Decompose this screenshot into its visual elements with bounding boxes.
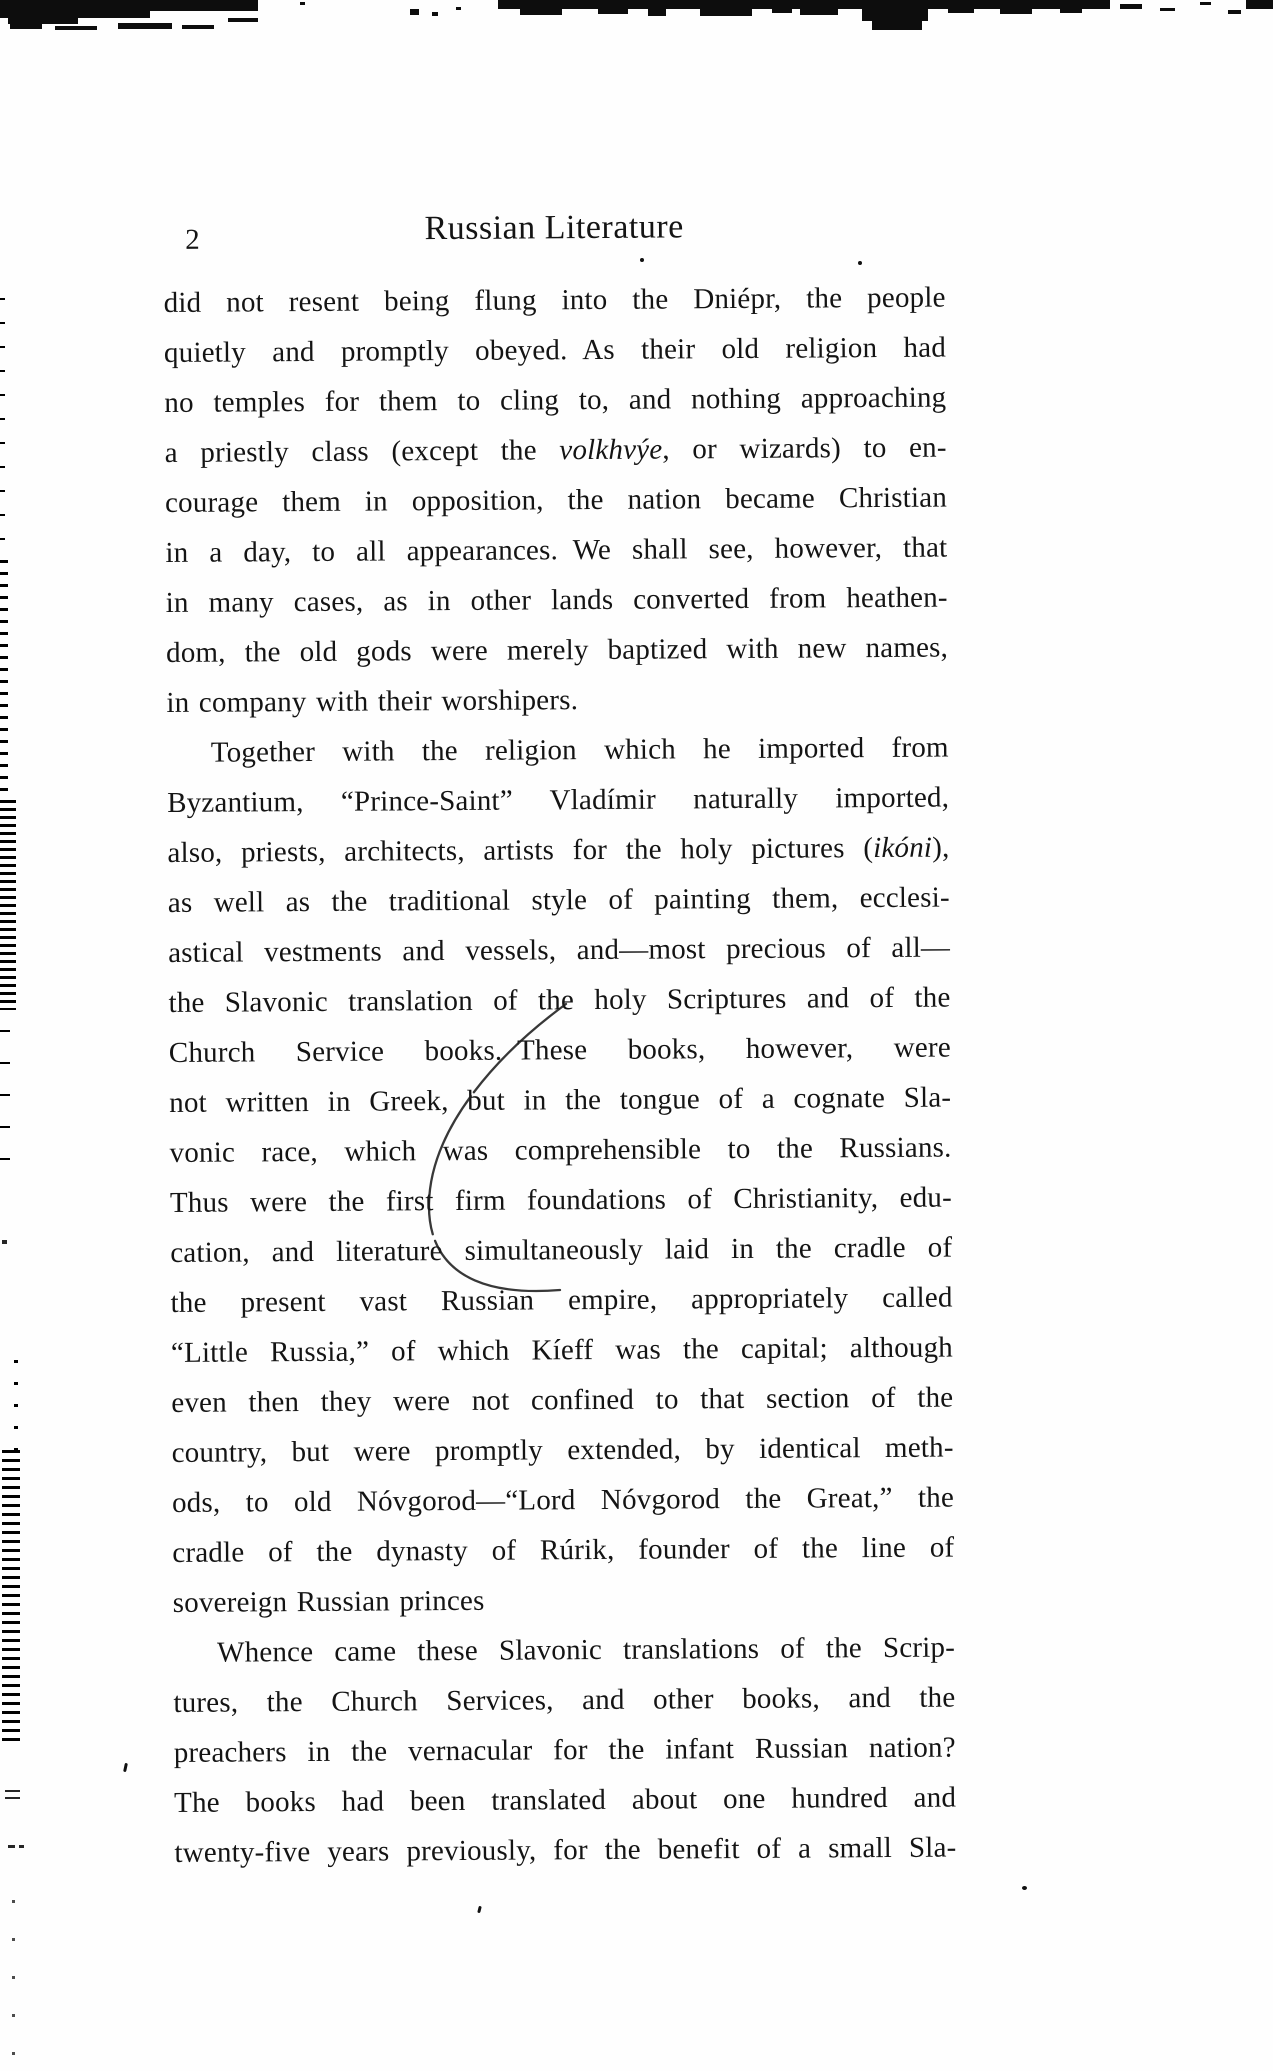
italic-text: ikóni bbox=[873, 831, 933, 865]
text-segment: , or wizards) to en- bbox=[662, 431, 947, 466]
text-segment: courage them in opposition, the nation became Christian bbox=[164, 481, 948, 519]
text-segment: sovereign Russian princes bbox=[172, 1584, 485, 1619]
text-line bbox=[169, 1123, 951, 1178]
text-segment: not written in Greek, but in the tongue of a cognate Sla- bbox=[169, 1081, 952, 1119]
text-line bbox=[173, 1623, 955, 1678]
text-segment: as well as the traditional style of painting them, ecclesi- bbox=[167, 881, 950, 919]
text-line bbox=[169, 1023, 951, 1078]
text-segment: twenty-five years previously, for the benefit of a small Sla- bbox=[174, 1831, 957, 1869]
text-line bbox=[170, 1273, 952, 1328]
text-line bbox=[166, 573, 948, 628]
text-line bbox=[165, 423, 947, 478]
text-line bbox=[171, 1423, 953, 1478]
text-segment: astical vestments and vessels, and—most precious of all— bbox=[168, 931, 951, 969]
ink-speck bbox=[1022, 1886, 1027, 1890]
text-segment: the present vast Russian empire, appropriately called bbox=[170, 1281, 953, 1319]
binding-marks bbox=[0, 0, 30, 2071]
text-line bbox=[173, 1673, 955, 1728]
text-segment: cradle of the dynasty of Rúrik, founder of the line of bbox=[172, 1531, 955, 1569]
text-line bbox=[164, 373, 946, 428]
text-segment: vonic race, which was comprehensible to the Russians. bbox=[169, 1131, 952, 1169]
text-line bbox=[170, 1173, 952, 1228]
page-number: 2 bbox=[185, 223, 200, 256]
text-segment: in company with their worshipers. bbox=[166, 684, 579, 719]
text-line bbox=[171, 1373, 953, 1428]
text-line bbox=[174, 1723, 956, 1778]
text-line bbox=[174, 1823, 956, 1878]
text-segment: did not resent being flung into the Dniépr, the people bbox=[163, 281, 946, 319]
text-line bbox=[167, 823, 949, 878]
text-segment: tures, the Church Services, and other books, and the bbox=[173, 1681, 956, 1719]
text-segment: even then they were not confined to that section of the bbox=[171, 1381, 954, 1419]
text-line bbox=[167, 773, 949, 828]
text-segment: Thus were the first firm foundations of Christianity, edu- bbox=[169, 1181, 953, 1219]
text-line bbox=[172, 1473, 954, 1528]
text-segment: quietly and promptly obeyed. As their old religion had bbox=[163, 331, 947, 369]
text-segment: ), bbox=[932, 831, 950, 864]
text-line bbox=[169, 1073, 951, 1128]
text-segment: cation, and literature simultaneously laid in the cradle of bbox=[170, 1231, 953, 1269]
text-line bbox=[168, 923, 950, 978]
text-line bbox=[166, 673, 948, 728]
page-text bbox=[163, 273, 956, 1878]
text-line bbox=[165, 523, 947, 578]
text-segment: Whence came these Slavonic translations of the Scrip- bbox=[216, 1631, 956, 1669]
text-segment: Together with the religion which he imported from bbox=[210, 731, 949, 769]
text-line bbox=[168, 973, 950, 1028]
text-line bbox=[171, 1323, 953, 1378]
text-segment: country, but were promptly extended, by identical meth- bbox=[171, 1431, 954, 1469]
text-segment: “Little Russia,” of which Kíeff was the capital; although bbox=[170, 1331, 954, 1369]
text-segment: the Slavonic translation of the holy Scriptures and of the bbox=[168, 981, 951, 1019]
text-line bbox=[164, 323, 946, 378]
text-line bbox=[166, 623, 948, 678]
italic-text: volkhvýe bbox=[559, 433, 663, 467]
page-header bbox=[163, 207, 945, 256]
text-segment: ods, to old Nóvgorod—“Lord Nóvgorod the Great,” the bbox=[171, 1481, 955, 1519]
text-segment: preachers in the vernacular for the infant Russian nation? bbox=[173, 1731, 956, 1769]
text-line bbox=[165, 473, 947, 528]
text-line bbox=[172, 1523, 954, 1578]
text-segment: in a day, to all appearances. We shall see, however, that bbox=[165, 531, 948, 569]
text-segment: in many cases, as in other lands converted from heathen- bbox=[165, 581, 948, 619]
page-content bbox=[163, 207, 957, 1878]
text-line bbox=[173, 1573, 955, 1628]
text-segment: The books had been translated about one hundred and bbox=[173, 1781, 957, 1819]
text-segment: Byzantium, “Prince-Saint” Vladímir naturally imported, bbox=[167, 781, 950, 819]
ink-speck bbox=[477, 1906, 482, 1914]
scan-top-edge bbox=[0, 0, 1273, 44]
text-segment: dom, the old gods were merely baptized with new names, bbox=[165, 631, 949, 669]
text-line bbox=[163, 273, 945, 328]
text-line bbox=[168, 873, 950, 928]
text-segment: also, priests, architects, artists for the holy pictures ( bbox=[167, 832, 874, 869]
running-head: Russian Literature bbox=[424, 208, 684, 248]
text-segment: a priestly class (except the bbox=[164, 434, 560, 469]
text-segment: no temples for them to cling to, and nothing approaching bbox=[164, 381, 947, 419]
ink-speck bbox=[123, 1763, 128, 1772]
text-line bbox=[167, 723, 949, 778]
text-segment: Church Service books. These books, however, were bbox=[168, 1031, 951, 1069]
text-line bbox=[170, 1223, 952, 1278]
text-line bbox=[174, 1773, 956, 1828]
